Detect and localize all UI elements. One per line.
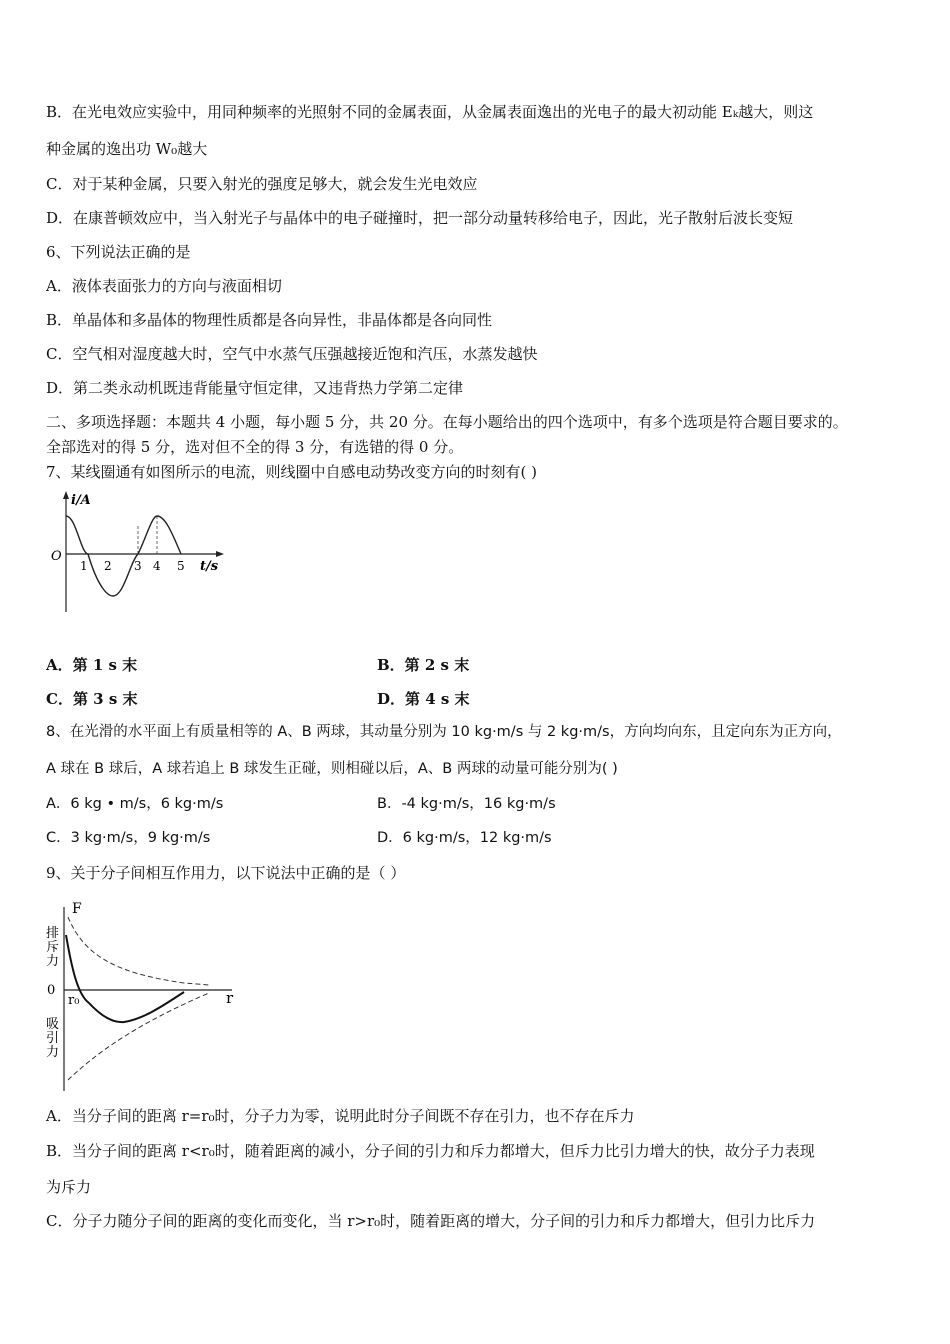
section2-heading-line1: 二、多项选择题：本题共 4 小题，每小题 5 分，共 20 分。在每小题给出的四个选项中，有多个选项是符合题目要求的。 <box>46 413 848 431</box>
q7-tick-3: 3 <box>134 559 142 573</box>
q7-tick-4: 4 <box>153 559 161 573</box>
q9-f-label: F <box>72 901 82 917</box>
q9-resultant-curve <box>66 935 184 1022</box>
q9-repulsion-label-1: 排 <box>46 926 60 941</box>
q7-option-d: D．第 4 s 末 <box>377 690 470 708</box>
q5-option-c: C．对于某种金属，只要入射光的强度足够大，就会发生光电效应 <box>46 175 478 193</box>
q8-stem-line1: 8、在光滑的水平面上有质量相等的 A、B 两球，其动量分别为 10 kg·m/s 与 2 kg·m/s，方向均向东，且定向东为正方向， <box>46 724 842 740</box>
q9-option-c-line1: C．分子力随分子间的距离的变化而变化，当 r>r₀时，随着距离的增大，分子间的引力和斥力都增大，但引力比斥力 <box>46 1212 816 1230</box>
q9-repulsion-label-2: 斥 <box>46 940 60 955</box>
q5-option-b-line1: B．在光电效应实验中，用同种频率的光照射不同的金属表面，从金属表面逸出的光电子的最大初动能 Eₖ越大，则这 <box>46 103 814 121</box>
q9-repulsion-curve <box>68 917 209 985</box>
q6-option-a: A．液体表面张力的方向与液面相切 <box>46 277 282 295</box>
q7-tick-5: 5 <box>177 559 185 573</box>
q9-stem: 9、关于分子间相互作用力，以下说法中正确的是（ ） <box>46 864 406 882</box>
q9-r-label: r <box>226 989 234 1007</box>
q8-option-d: D．6 kg·m/s，12 kg·m/s <box>377 830 552 846</box>
q7-tick-1: 1 <box>80 559 88 573</box>
q7-y-label: i/A <box>71 493 91 508</box>
q9-option-a: A．当分子间的距离 r=r₀时，分子力为零，说明此时分子间既不存在引力，也不存在斥力 <box>46 1107 635 1125</box>
q7-stem: 7、某线圈通有如图所示的电流，则线圈中自感电动势改变方向的时刻有( ) <box>46 463 538 481</box>
q9-zero-label: 0 <box>47 983 56 998</box>
q8-option-a: A．6 kg • m/s，6 kg·m/s <box>46 796 224 812</box>
q9-attraction-label-3: 力 <box>46 1045 60 1060</box>
q8-option-b: B．-4 kg·m/s，16 kg·m/s <box>377 796 556 812</box>
q9-option-b-line2: 为斥力 <box>46 1178 92 1196</box>
q7-x-label: t/s <box>200 559 219 574</box>
section2-heading-line2: 全部选对的得 5 分，选对但不全的得 3 分，有选错的得 0 分。 <box>46 438 464 456</box>
q7-current-curve <box>66 516 181 596</box>
q7-tick-2: 2 <box>104 559 112 573</box>
q8-stem-line2: A 球在 B 球后，A 球若追上 B 球发生正碰，则相碰以后，A、B 两球的动量可能分别为( ) <box>46 761 618 777</box>
q5-option-d: D．在康普顿效应中，当入射光子与晶体中的电子碰撞时，把一部分动量转移给电子，因此，光子散射后波长变短 <box>46 209 794 227</box>
q9-r0-label: r₀ <box>68 993 80 1008</box>
q7-option-b: B．第 2 s 末 <box>377 656 470 674</box>
q7-current-graph <box>46 488 236 618</box>
q5-option-b-line2: 种金属的逸出功 W₀越大 <box>46 140 208 158</box>
q9-molecular-force-graph <box>44 895 244 1093</box>
q9-repulsion-label-3: 力 <box>46 954 60 969</box>
q7-option-a: A．第 1 s 末 <box>46 656 138 674</box>
q7-option-c: C．第 3 s 末 <box>46 690 138 708</box>
q6-stem: 6、下列说法正确的是 <box>46 243 191 261</box>
q9-attraction-label-2: 引 <box>46 1031 60 1046</box>
q7-y-arrow <box>63 491 69 499</box>
q7-origin-label: O <box>51 549 62 564</box>
q9-attraction-curve <box>68 993 209 1080</box>
q7-x-arrow <box>216 551 224 557</box>
q9-option-b-line1: B．当分子间的距离 r<r₀时，随着距离的减小，分子间的引力和斥力都增大，但斥力比引力增大的快，故分子力表现 <box>46 1142 815 1160</box>
q8-option-c: C．3 kg·m/s，9 kg·m/s <box>46 830 211 846</box>
q6-option-b: B．单晶体和多晶体的物理性质都是各向异性，非晶体都是各向同性 <box>46 311 493 329</box>
q9-attraction-label-1: 吸 <box>46 1017 60 1032</box>
q6-option-c: C．空气相对湿度越大时，空气中水蒸气压强越接近饱和汽压，水蒸发越快 <box>46 345 538 363</box>
q6-option-d: D．第二类永动机既违背能量守恒定律，又违背热力学第二定律 <box>46 379 464 397</box>
